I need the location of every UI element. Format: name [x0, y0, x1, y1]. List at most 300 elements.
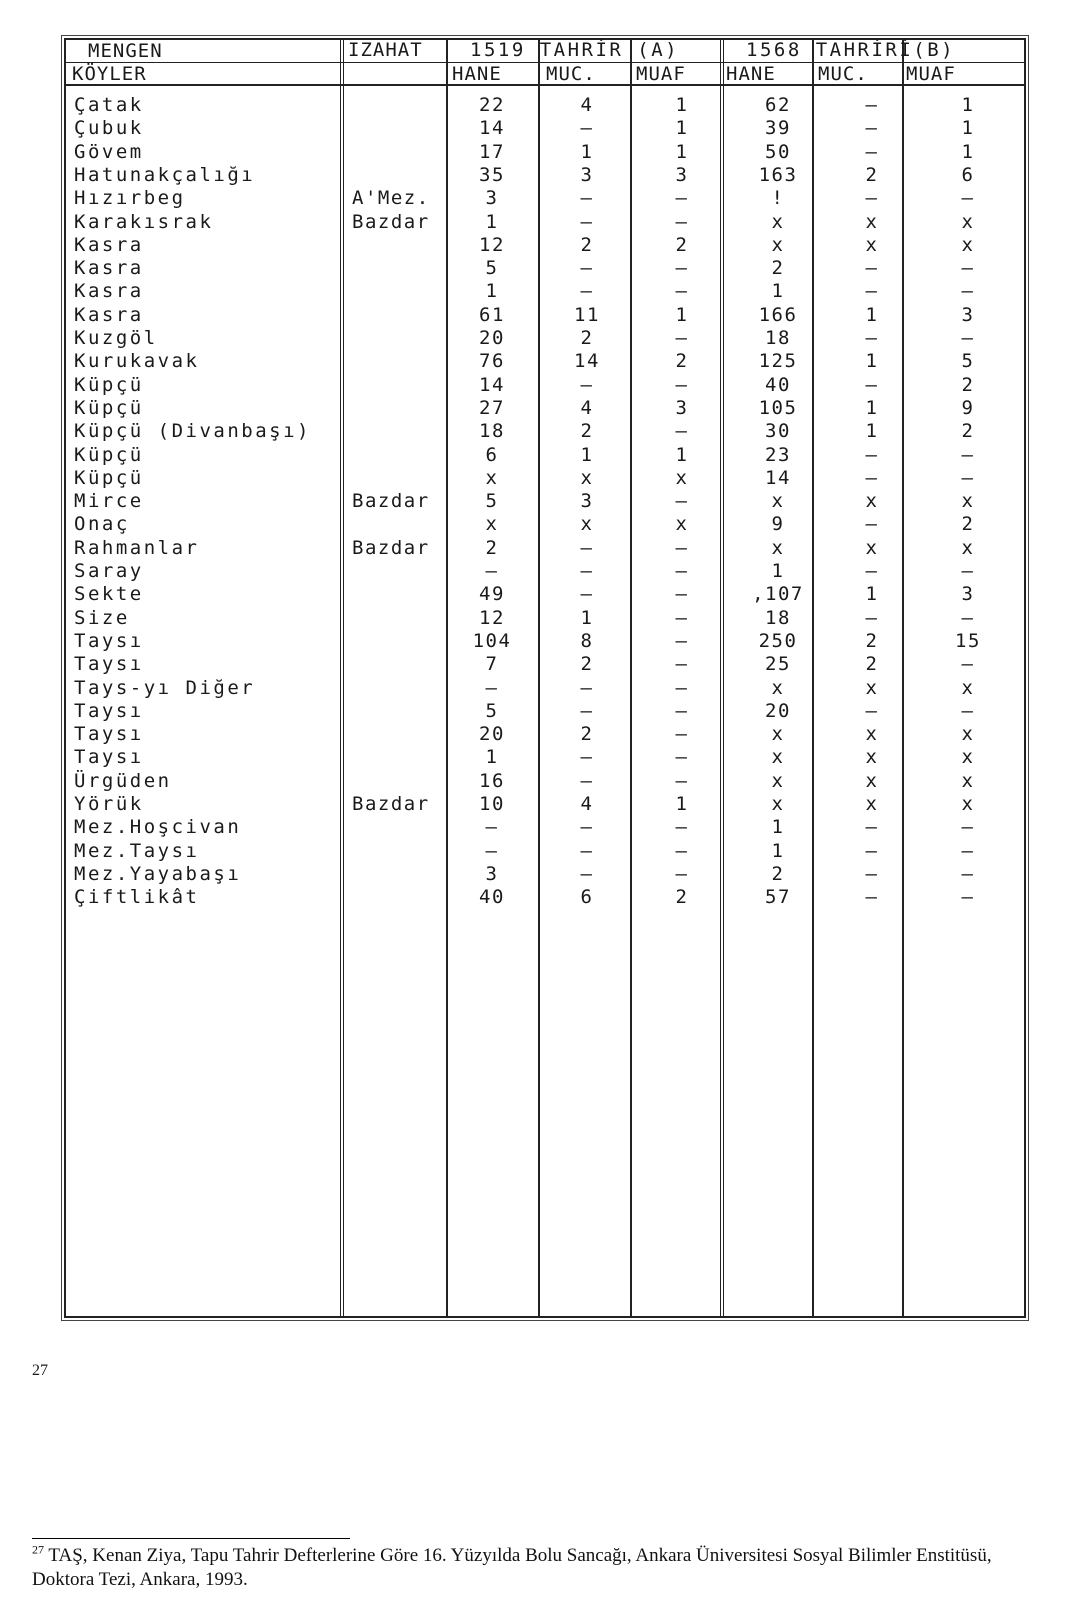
a-muc-cell: 3	[580, 163, 594, 186]
b-hane-cell: x	[771, 769, 785, 792]
b-muaf-cell: –	[961, 816, 975, 839]
a-muc-cell: 1	[580, 140, 594, 163]
a-muc-cell: –	[580, 536, 594, 559]
b-hane-cell: 25	[765, 653, 791, 676]
a-hane-cell: –	[485, 676, 499, 699]
village-name: Çubuk	[74, 117, 144, 140]
a-hane-cell: 10	[479, 793, 505, 815]
b-hane-cell: 105	[758, 396, 798, 419]
a-muaf-cell: x	[675, 513, 689, 536]
b-hane-cell: 50	[765, 140, 791, 163]
footnote-marker: 27	[32, 1542, 44, 1557]
a-muc-cell: –	[580, 816, 594, 839]
a-hane-cell: 61	[479, 303, 505, 326]
b-muc-cell: –	[865, 513, 879, 536]
a-hane-cell: 76	[479, 350, 505, 373]
village-name: Hızırbeg	[74, 187, 186, 210]
a-muaf-cell: –	[675, 676, 689, 699]
table-row	[66, 187, 1022, 211]
a-muc-cell: 2	[580, 327, 594, 349]
a-hane-cell: 49	[479, 583, 505, 606]
village-name: Taysı	[74, 746, 144, 769]
b-hane-cell: 166	[758, 303, 798, 326]
a-muaf-cell: –	[675, 653, 689, 676]
footnote-text: TAŞ, Kenan Ziya, Tapu Tahrir Defterlerine Göre 16. Yüzyılda Bolu Sancağı, Ankara Üniversitesi Sosyal Bilimler Enstitüsü, Doktora Tezi, Ankara, 1993.	[32, 1545, 992, 1590]
village-name: Taysı	[74, 723, 144, 746]
a-hane-cell: 12	[479, 606, 505, 629]
table-row	[66, 117, 1022, 141]
a-muc-cell: 4	[580, 793, 594, 815]
village-name: Küpçü	[74, 443, 144, 466]
b-hane-cell: x	[771, 536, 785, 559]
a-muaf-cell: –	[675, 862, 689, 885]
a-muc-cell: 14	[574, 350, 600, 373]
table-row	[66, 234, 1022, 258]
b-hane-cell: 14	[765, 466, 791, 489]
a-muaf-cell: 3	[675, 396, 689, 419]
a-muc-cell: –	[580, 257, 594, 280]
b-hane-cell: !	[771, 187, 785, 210]
table-row	[66, 420, 1022, 444]
b-muc-cell: –	[865, 699, 879, 722]
village-name: Mez.Hoşcivan	[74, 816, 242, 839]
b-muc-cell: 1	[865, 350, 879, 373]
a-muc-cell: 11	[574, 303, 600, 326]
b-muaf-cell: –	[961, 560, 975, 582]
b-muc-cell: –	[865, 560, 879, 582]
village-name: Kasra	[74, 257, 144, 280]
b-muaf-cell: x	[961, 536, 975, 559]
a-muaf-cell: –	[675, 723, 689, 746]
a-muc-cell: x	[580, 513, 594, 536]
table-row	[66, 723, 1022, 747]
b-muaf-cell: x	[961, 769, 975, 792]
header-divider	[64, 62, 1024, 63]
a-hane-cell: 20	[479, 723, 505, 746]
a-muc-cell: –	[580, 839, 594, 862]
table-row	[66, 700, 1022, 724]
a-hane-cell: 1	[485, 280, 499, 303]
b-muaf-cell: 5	[961, 350, 975, 373]
b-hane-cell: 18	[765, 606, 791, 629]
a-muaf-cell: –	[675, 420, 689, 443]
b-muaf-cell: 2	[961, 513, 975, 536]
a-hane-cell: 2	[485, 536, 499, 559]
a-hane-cell: 7	[485, 653, 499, 676]
b-muc-cell: –	[865, 327, 879, 349]
b-muaf-cell: –	[961, 839, 975, 862]
b-hane-cell: 9	[771, 513, 785, 536]
a-muc-cell: 4	[580, 94, 594, 116]
note-header: IZAHAT	[348, 39, 423, 61]
village-name: Sekte	[74, 583, 144, 606]
col-header-a-muc: MUC.	[546, 63, 596, 85]
table-row	[66, 141, 1022, 165]
b-muaf-cell: 2	[961, 373, 975, 396]
a-muaf-cell: –	[675, 536, 689, 559]
a-hane-cell: 27	[479, 396, 505, 419]
b-muaf-cell: –	[961, 653, 975, 676]
a-muc-cell: 8	[580, 629, 594, 652]
a-hane-cell: 1	[485, 210, 499, 233]
survey-a-header: 1519 TAHRİR (A)	[470, 39, 680, 61]
b-hane-cell: 2	[771, 257, 785, 280]
village-note: Bazdar	[352, 210, 430, 233]
a-hane-cell: 5	[485, 257, 499, 280]
a-muaf-cell: 3	[675, 163, 689, 186]
a-hane-cell: 35	[479, 163, 505, 186]
village-name: Saray	[74, 560, 144, 582]
table-row	[66, 164, 1022, 188]
b-muc-cell: x	[865, 746, 879, 769]
a-hane-cell: 104	[472, 629, 512, 652]
col-header-b-muaf: MUAF	[906, 63, 956, 85]
col-header-a-hane: HANE	[452, 63, 502, 85]
table-row	[66, 793, 1022, 817]
b-muc-cell: 1	[865, 583, 879, 606]
village-name: Gövem	[74, 140, 144, 163]
village-name: Onaç	[74, 513, 130, 536]
a-muaf-cell: –	[675, 490, 689, 513]
table-row	[66, 746, 1022, 770]
b-hane-cell: x	[771, 793, 785, 815]
b-hane-cell: 39	[765, 117, 791, 140]
table-row	[66, 560, 1022, 584]
a-muc-cell: –	[580, 769, 594, 792]
b-hane-cell: 1	[771, 839, 785, 862]
a-muc-cell: –	[580, 746, 594, 769]
a-hane-cell: 17	[479, 140, 505, 163]
b-muc-cell: –	[865, 117, 879, 140]
b-muc-cell: 1	[865, 396, 879, 419]
table-row	[66, 327, 1022, 351]
region-label: MENGEN	[88, 40, 163, 62]
table-row	[66, 513, 1022, 537]
table-row	[66, 490, 1022, 514]
b-muaf-cell: –	[961, 257, 975, 280]
village-name: Kasra	[74, 280, 144, 303]
a-muc-cell: –	[580, 862, 594, 885]
b-hane-cell: 1	[771, 280, 785, 303]
village-name: Kasra	[74, 233, 144, 256]
a-muaf-cell: –	[675, 327, 689, 349]
b-muaf-cell: 1	[961, 117, 975, 140]
table-row	[66, 863, 1022, 887]
a-muc-cell: 1	[580, 443, 594, 466]
b-muc-cell: x	[865, 723, 879, 746]
a-hane-cell: 20	[479, 327, 505, 349]
b-muaf-cell: x	[961, 793, 975, 815]
village-name: Yörük	[74, 793, 144, 815]
table-row	[66, 537, 1022, 561]
header-divider	[64, 84, 1024, 86]
b-muc-cell: x	[865, 793, 879, 815]
b-muaf-cell: 15	[955, 629, 981, 652]
a-muc-cell: –	[580, 373, 594, 396]
village-note: Bazdar	[352, 490, 430, 513]
b-hane-cell: x	[771, 490, 785, 513]
table-row	[66, 280, 1022, 304]
b-muaf-cell: 3	[961, 303, 975, 326]
a-hane-cell: 14	[479, 373, 505, 396]
a-hane-cell: 16	[479, 769, 505, 792]
a-muaf-cell: –	[675, 280, 689, 303]
a-hane-cell: 5	[485, 699, 499, 722]
table-row	[66, 257, 1022, 281]
a-hane-cell: 3	[485, 187, 499, 210]
table-row	[66, 374, 1022, 398]
table-row	[66, 677, 1022, 701]
a-muc-cell: –	[580, 676, 594, 699]
a-muc-cell: –	[580, 560, 594, 582]
a-hane-cell: 3	[485, 862, 499, 885]
a-muaf-cell: 1	[675, 443, 689, 466]
b-hane-cell: x	[771, 676, 785, 699]
b-hane-cell: 30	[765, 420, 791, 443]
a-muc-cell: 3	[580, 490, 594, 513]
village-name: Çiftlikât	[74, 886, 200, 909]
table-row	[66, 350, 1022, 374]
a-hane-cell: 12	[479, 233, 505, 256]
b-muc-cell: –	[865, 94, 879, 116]
village-name: Ürgüden	[74, 769, 172, 792]
a-muc-cell: x	[580, 466, 594, 489]
village-note: Bazdar	[352, 793, 430, 815]
b-muc-cell: x	[865, 233, 879, 256]
table-row	[66, 583, 1022, 607]
a-muaf-cell: 1	[675, 94, 689, 116]
village-name: Tays-yı Diğer	[74, 676, 256, 699]
village-name: Küpçü	[74, 396, 144, 419]
a-hane-cell: 1	[485, 746, 499, 769]
table-row	[66, 840, 1022, 864]
village-name: Küpçü (Divanbaşı)	[74, 420, 311, 443]
b-muc-cell: 1	[865, 420, 879, 443]
a-hane-cell: –	[485, 839, 499, 862]
table-row	[66, 816, 1022, 840]
b-muaf-cell: x	[961, 210, 975, 233]
b-muaf-cell: –	[961, 327, 975, 349]
a-muc-cell: –	[580, 280, 594, 303]
a-muc-cell: –	[580, 117, 594, 140]
b-muc-cell: –	[865, 373, 879, 396]
footnote	[32, 1544, 1042, 1592]
a-muc-cell: –	[580, 583, 594, 606]
a-muaf-cell: –	[675, 816, 689, 839]
a-muaf-cell: 2	[675, 886, 689, 909]
b-muc-cell: –	[865, 443, 879, 466]
a-muc-cell: –	[580, 699, 594, 722]
a-muaf-cell: –	[675, 373, 689, 396]
a-muaf-cell: –	[675, 210, 689, 233]
village-name: Mirce	[74, 490, 144, 513]
b-muc-cell: 2	[865, 163, 879, 186]
b-hane-cell: 250	[758, 629, 798, 652]
a-hane-cell: 22	[479, 94, 505, 116]
a-muaf-cell: 2	[675, 350, 689, 373]
a-muc-cell: 2	[580, 233, 594, 256]
b-hane-cell: 20	[765, 699, 791, 722]
village-name: Karakısrak	[74, 210, 214, 233]
b-hane-cell: 1	[771, 816, 785, 839]
a-muaf-cell: –	[675, 746, 689, 769]
b-muaf-cell: x	[961, 676, 975, 699]
village-note: Bazdar	[352, 536, 430, 559]
a-muaf-cell: –	[675, 187, 689, 210]
col-header-b-muc: MUC.	[818, 63, 868, 85]
a-muc-cell: 1	[580, 606, 594, 629]
b-muaf-cell: 3	[961, 583, 975, 606]
b-hane-cell: x	[771, 233, 785, 256]
a-hane-cell: –	[485, 560, 499, 582]
a-muc-cell: 2	[580, 420, 594, 443]
a-muaf-cell: –	[675, 699, 689, 722]
b-muc-cell: x	[865, 676, 879, 699]
b-muc-cell: –	[865, 816, 879, 839]
b-muaf-cell: x	[961, 233, 975, 256]
table-row	[66, 304, 1022, 328]
b-hane-cell: x	[771, 746, 785, 769]
survey-b-header: 1568 TAHRİRİ(B)	[746, 39, 956, 61]
b-muc-cell: –	[865, 862, 879, 885]
a-muc-cell: –	[580, 187, 594, 210]
b-muc-cell: –	[865, 187, 879, 210]
footnote-rule	[32, 1538, 350, 1539]
a-muaf-cell: –	[675, 839, 689, 862]
b-muc-cell: x	[865, 769, 879, 792]
village-name: Taysı	[74, 629, 144, 652]
b-muaf-cell: –	[961, 699, 975, 722]
table-row	[66, 467, 1022, 491]
b-hane-cell: 23	[765, 443, 791, 466]
table-row	[66, 607, 1022, 631]
b-muc-cell: x	[865, 536, 879, 559]
b-muaf-cell: –	[961, 606, 975, 629]
b-muaf-cell: 9	[961, 396, 975, 419]
a-muaf-cell: 1	[675, 303, 689, 326]
a-muaf-cell: 2	[675, 233, 689, 256]
b-muaf-cell: 1	[961, 140, 975, 163]
a-hane-cell: 18	[479, 420, 505, 443]
b-hane-cell: x	[771, 210, 785, 233]
b-hane-cell: 40	[765, 373, 791, 396]
b-muaf-cell: –	[961, 466, 975, 489]
b-muc-cell: –	[865, 257, 879, 280]
b-muc-cell: x	[865, 210, 879, 233]
a-muaf-cell: 1	[675, 117, 689, 140]
a-muaf-cell: –	[675, 583, 689, 606]
b-muc-cell: 1	[865, 303, 879, 326]
village-name: Hatunakçalığı	[74, 163, 256, 186]
b-muaf-cell: –	[961, 862, 975, 885]
villages-header: KÖYLER	[72, 63, 147, 85]
table-row	[66, 444, 1022, 468]
table-row	[66, 211, 1022, 235]
b-muaf-cell: –	[961, 443, 975, 466]
a-muaf-cell: 1	[675, 140, 689, 163]
b-muaf-cell: 6	[961, 163, 975, 186]
village-note: A'Mez.	[352, 187, 430, 210]
village-name: Küpçü	[74, 373, 144, 396]
b-muc-cell: 2	[865, 629, 879, 652]
b-muc-cell: –	[865, 140, 879, 163]
village-name: Kuzgöl	[74, 327, 158, 349]
b-hane-cell: 125	[758, 350, 798, 373]
a-hane-cell: x	[485, 466, 499, 489]
b-hane-cell: 1	[771, 560, 785, 582]
a-hane-cell: 6	[485, 443, 499, 466]
a-hane-cell: x	[485, 513, 499, 536]
b-muaf-cell: x	[961, 490, 975, 513]
b-muaf-cell: 2	[961, 420, 975, 443]
table-row	[66, 886, 1022, 910]
col-header-b-hane: HANE	[726, 63, 776, 85]
b-hane-cell: x	[771, 723, 785, 746]
b-muaf-cell: –	[961, 187, 975, 210]
b-hane-cell: ,107	[752, 583, 804, 606]
village-name: Kasra	[74, 303, 144, 326]
b-hane-cell: 2	[771, 862, 785, 885]
table-row	[66, 653, 1022, 677]
village-name: Kurukavak	[74, 350, 200, 373]
b-muc-cell: –	[865, 466, 879, 489]
village-name: Size	[74, 606, 130, 629]
village-name: Mez.Yayabaşı	[74, 862, 242, 885]
b-hane-cell: 57	[765, 886, 791, 909]
a-muaf-cell: –	[675, 769, 689, 792]
a-muaf-cell: –	[675, 629, 689, 652]
b-muaf-cell: –	[961, 280, 975, 303]
a-muaf-cell: x	[675, 466, 689, 489]
village-name: Mez.Taysı	[74, 839, 200, 862]
b-muc-cell: 2	[865, 653, 879, 676]
b-muaf-cell: 1	[961, 94, 975, 116]
b-muc-cell: –	[865, 606, 879, 629]
table-row	[66, 630, 1022, 654]
a-muc-cell: 2	[580, 723, 594, 746]
b-hane-cell: 62	[765, 94, 791, 116]
b-muaf-cell: x	[961, 746, 975, 769]
a-muaf-cell: 1	[675, 793, 689, 815]
a-muaf-cell: –	[675, 257, 689, 280]
table-row	[66, 770, 1022, 794]
a-hane-cell: 40	[479, 886, 505, 909]
b-hane-cell: 18	[765, 327, 791, 349]
b-muaf-cell: –	[961, 886, 975, 909]
b-muc-cell: x	[865, 490, 879, 513]
a-hane-cell: –	[485, 816, 499, 839]
village-name: Taysı	[74, 699, 144, 722]
village-name: Taysı	[74, 653, 144, 676]
page-number: 27	[32, 1362, 48, 1379]
b-muaf-cell: x	[961, 723, 975, 746]
b-hane-cell: 163	[758, 163, 798, 186]
table-row	[66, 397, 1022, 421]
a-muc-cell: 4	[580, 396, 594, 419]
b-muc-cell: –	[865, 280, 879, 303]
a-muaf-cell: –	[675, 606, 689, 629]
a-muc-cell: 2	[580, 653, 594, 676]
b-muc-cell: –	[865, 886, 879, 909]
b-muc-cell: –	[865, 839, 879, 862]
a-hane-cell: 14	[479, 117, 505, 140]
village-name: Küpçü	[74, 466, 144, 489]
a-muaf-cell: –	[675, 560, 689, 582]
a-muc-cell: –	[580, 210, 594, 233]
a-muc-cell: 6	[580, 886, 594, 909]
table-row	[66, 94, 1022, 118]
a-hane-cell: 5	[485, 490, 499, 513]
